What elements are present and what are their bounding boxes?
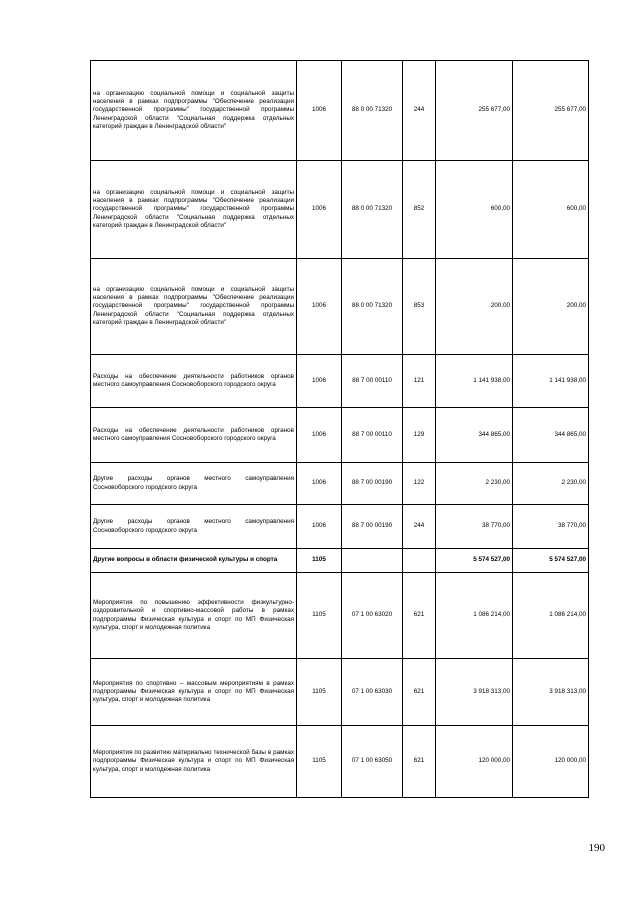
row-name-cell: Мероприятия по развитию материально технической базы в рамках подпрограммы Физическая культура и спорт по МП Физическая культура, спорт и молодежная политика — [91, 726, 297, 798]
table-row — [91, 505, 589, 549]
table-row — [91, 726, 589, 798]
page-number: 190 — [588, 842, 605, 854]
row-section-cell: 1006 — [297, 408, 342, 463]
table-row — [91, 408, 589, 463]
row-sum-cell: 3 918 313,00 — [513, 659, 589, 726]
row-sum-cell: 255 677,00 — [436, 61, 513, 161]
table-row — [91, 463, 589, 505]
row-sum-cell: 38 770,00 — [436, 505, 513, 549]
row-expense-type-cell: 853 — [403, 259, 436, 355]
row-expense-type-cell: 129 — [403, 408, 436, 463]
row-target-article-cell: 07 1 00 63020 — [342, 573, 403, 659]
row-expense-type-cell: 852 — [403, 161, 436, 259]
row-expense-type-cell: 122 — [403, 463, 436, 505]
row-target-article-cell: 88 7 00 00110 — [342, 408, 403, 463]
row-section-cell: 1105 — [297, 573, 342, 659]
row-target-article-cell — [342, 549, 403, 573]
row-expense-type-cell: 621 — [403, 726, 436, 798]
row-target-article-cell: 88 0 00 71320 — [342, 161, 403, 259]
row-sum-cell: 200,00 — [436, 259, 513, 355]
row-section-cell: 1006 — [297, 61, 342, 161]
row-target-article-cell: 07 1 00 63030 — [342, 659, 403, 726]
row-section-cell: 1006 — [297, 463, 342, 505]
row-sum-cell: 120 000,00 — [513, 726, 589, 798]
table-row — [91, 549, 589, 573]
row-sum-cell: 1 086 214,00 — [436, 573, 513, 659]
row-sum-cell: 1 141 938,00 — [436, 355, 513, 408]
row-expense-type-cell: 621 — [403, 573, 436, 659]
table-row — [91, 259, 589, 355]
row-name-cell: Расходы на обеспечение деятельности работников органов местного самоуправления Сосновоборского городского округа — [91, 355, 297, 408]
table-row — [91, 355, 589, 408]
row-expense-type-cell — [403, 549, 436, 573]
row-sum-cell: 200,00 — [513, 259, 589, 355]
row-target-article-cell: 88 7 00 00190 — [342, 505, 403, 549]
row-expense-type-cell: 244 — [403, 505, 436, 549]
row-sum-cell: 3 918 313,00 — [436, 659, 513, 726]
row-sum-cell: 344 865,00 — [513, 408, 589, 463]
row-name-cell: Расходы на обеспечение деятельности работников органов местного самоуправления Сосновоборского городского округа — [91, 408, 297, 463]
table-row — [91, 61, 589, 161]
row-section-cell: 1105 — [297, 659, 342, 726]
row-section-cell: 1006 — [297, 161, 342, 259]
row-sum-cell: 600,00 — [436, 161, 513, 259]
row-name-cell: Мероприятия по спортивно – массовым мероприятиям в рамках подпрограммы Физическая культура и спорт по МП Физическая культура, спорт и молодежная политика — [91, 659, 297, 726]
row-name-cell: на организацию социальной помощи и социальной защиты населения в рамках подпрограммы "Обеспечение реализации государственной программы" государственной программы Ленинградской области "Социальная поддержка отдельных категорий граждан в Ленинградской области" — [91, 259, 297, 355]
row-target-article-cell: 07 1 00 63050 — [342, 726, 403, 798]
row-sum-cell: 255 677,00 — [513, 61, 589, 161]
row-section-cell: 1006 — [297, 259, 342, 355]
table-row — [91, 573, 589, 659]
row-expense-type-cell: 244 — [403, 61, 436, 161]
row-section-cell: 1006 — [297, 355, 342, 408]
row-name-cell: на организацию социальной помощи и социальной защиты населения в рамках подпрограммы "Обеспечение реализации государственной программы" государственной программы Ленинградской области "Социальная поддержка отдельных категорий граждан в Ленинградской области" — [91, 61, 297, 161]
row-sum-cell: 1 086 214,00 — [513, 573, 589, 659]
row-section-cell: 1105 — [297, 726, 342, 798]
row-target-article-cell: 88 7 00 00190 — [342, 463, 403, 505]
budget-table-body — [91, 61, 589, 798]
row-name-cell: на организацию социальной помощи и социальной защиты населения в рамках подпрограммы "Обеспечение реализации государственной программы" государственной программы Ленинградской области "Социальная поддержка отдельных категорий граждан в Ленинградской области" — [91, 161, 297, 259]
row-sum-cell: 600,00 — [513, 161, 589, 259]
row-sum-cell: 5 574 527,00 — [436, 549, 513, 573]
row-sum-cell: 38 770,00 — [513, 505, 589, 549]
row-name-cell: Другие вопросы в области физической культуры и спорта — [91, 549, 297, 573]
row-name-cell: Мероприятия по повышению эффективности физкультурно-оздоровительной и спортивно-массовой работы в рамках подпрограммы Физическая культура и спорт по МП Физическая культура, спорт и молодежная политика — [91, 573, 297, 659]
table-row — [91, 659, 589, 726]
row-sum-cell: 1 141 938,00 — [513, 355, 589, 408]
row-sum-cell: 2 230,00 — [513, 463, 589, 505]
row-expense-type-cell: 621 — [403, 659, 436, 726]
row-sum-cell: 120 000,00 — [436, 726, 513, 798]
row-name-cell: Другие расходы органов местного самоуправления Сосновоборского городского округа — [91, 505, 297, 549]
row-sum-cell: 5 574 527,00 — [513, 549, 589, 573]
budget-table — [90, 60, 589, 798]
row-sum-cell: 344 865,00 — [436, 408, 513, 463]
row-section-cell: 1006 — [297, 505, 342, 549]
row-sum-cell: 2 230,00 — [436, 463, 513, 505]
row-target-article-cell: 88 7 00 00110 — [342, 355, 403, 408]
row-section-cell: 1105 — [297, 549, 342, 573]
row-target-article-cell: 88 0 00 71320 — [342, 259, 403, 355]
table-row — [91, 161, 589, 259]
row-target-article-cell: 88 0 00 71320 — [342, 61, 403, 161]
row-expense-type-cell: 121 — [403, 355, 436, 408]
row-name-cell: Другие расходы органов местного самоуправления Сосновоборского городского округа — [91, 463, 297, 505]
